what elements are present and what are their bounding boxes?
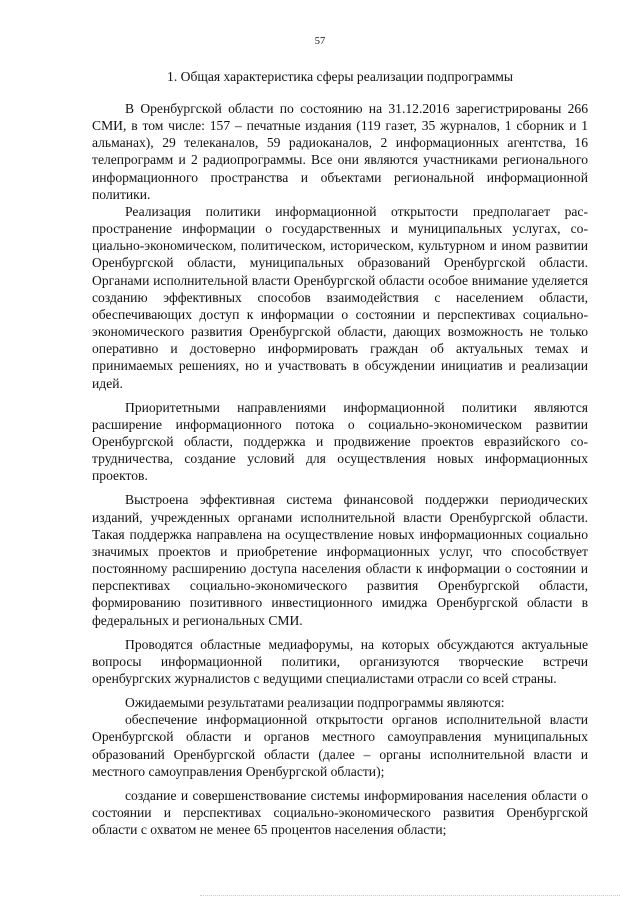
paragraph-mediaforums: Проводятся областные медиафорумы, на которых обсуждаются актуальные вопросы информационной политики, организуются творческие встречи оренбургских журналистов с ведущими специалистами отрасли со всей страны. bbox=[92, 636, 588, 686]
paragraph-expected-results: Ожидаемыми результатами реализации подпрограммы являются: bbox=[125, 695, 505, 711]
document-body bbox=[92, 100, 588, 838]
paragraph-priorities: Приоритетными направлениями информационной политики являются расширение информационного потока о социально-экономическом развитии Оренбургской области, поддержка и продвижение проектов евразийского сотрудничества, создание условий для осуществления новых информационных проектов. bbox=[92, 399, 588, 484]
list-item-informing-system: создание и совершенствование системы информирования населения области о состоянии и перспективах социально-экономического развития Оренбургской области с охватом не менее 65 процентов населения области; bbox=[92, 787, 588, 838]
scan-noise-divider bbox=[200, 895, 620, 900]
list-item-openness: обеспечение информационной открытости органов исполнительной власти Оренбургской области и органов местного самоуправления муниципальных образований Оренбургской области (далее – органы исполнительной власти и местного самоуправления Оренбургской области); bbox=[92, 712, 588, 779]
paragraph-financial-support: Выстроена эффективная система финансовой поддержки периодических изданий, учрежденных органами исполнительной власти Оренбургской области. Такая поддержка направлена на осуществление новых информационных социально значимых проектов и приобретение информационных услуг, что способствует постоянному расширению доступа населения области к информации о состоянии и перспективах социально-экономического развития Оренбургской области, формированию позитивного инвестиционного имиджа Оренбургской области в федеральных и региональных СМИ. bbox=[92, 492, 588, 628]
paragraph-media-registry: В Оренбургской области по состоянию на 31.12.2016 зарегистрированы 266 СМИ, в том числе: 157 – печатные издания (119 газет, 35 журналов, 1 сборник и 1 альманах), 29 телеканалов, 59 радиоканалов, 2 информационных агентства, 16 телепрограмм и 2 радиопрограммы. Все они являются участниками регионального информационного пространства и объектами региональной информационной политики. bbox=[92, 101, 588, 202]
page-number: 57 bbox=[314, 36, 326, 47]
section-heading: 1. Общая характеристика сферы реализации подпрограммы bbox=[167, 69, 513, 84]
paragraph-openness-policy: Реализация политики информационной открытости предполагает распространение информации о государственных и муниципальных услугах, социально-экономическом, политическом, историческом, культурном и ином развитии Оренбургской области, муниципальных образований Оренбургской области. Органами исполнительной власти Оренбургской области особое внимание уделяется созданию эффективных способов взаимодействия с населением области, обеспечивающих доступ к информации о состоянии и перспективах социально-экономического развития Оренбургской области, дающих возможность не только оперативно и достоверно информировать граждан об актуальных темах и принимаемых решениях, но и участвовать в обсуждении инициатив и реализации идей. bbox=[92, 203, 588, 391]
